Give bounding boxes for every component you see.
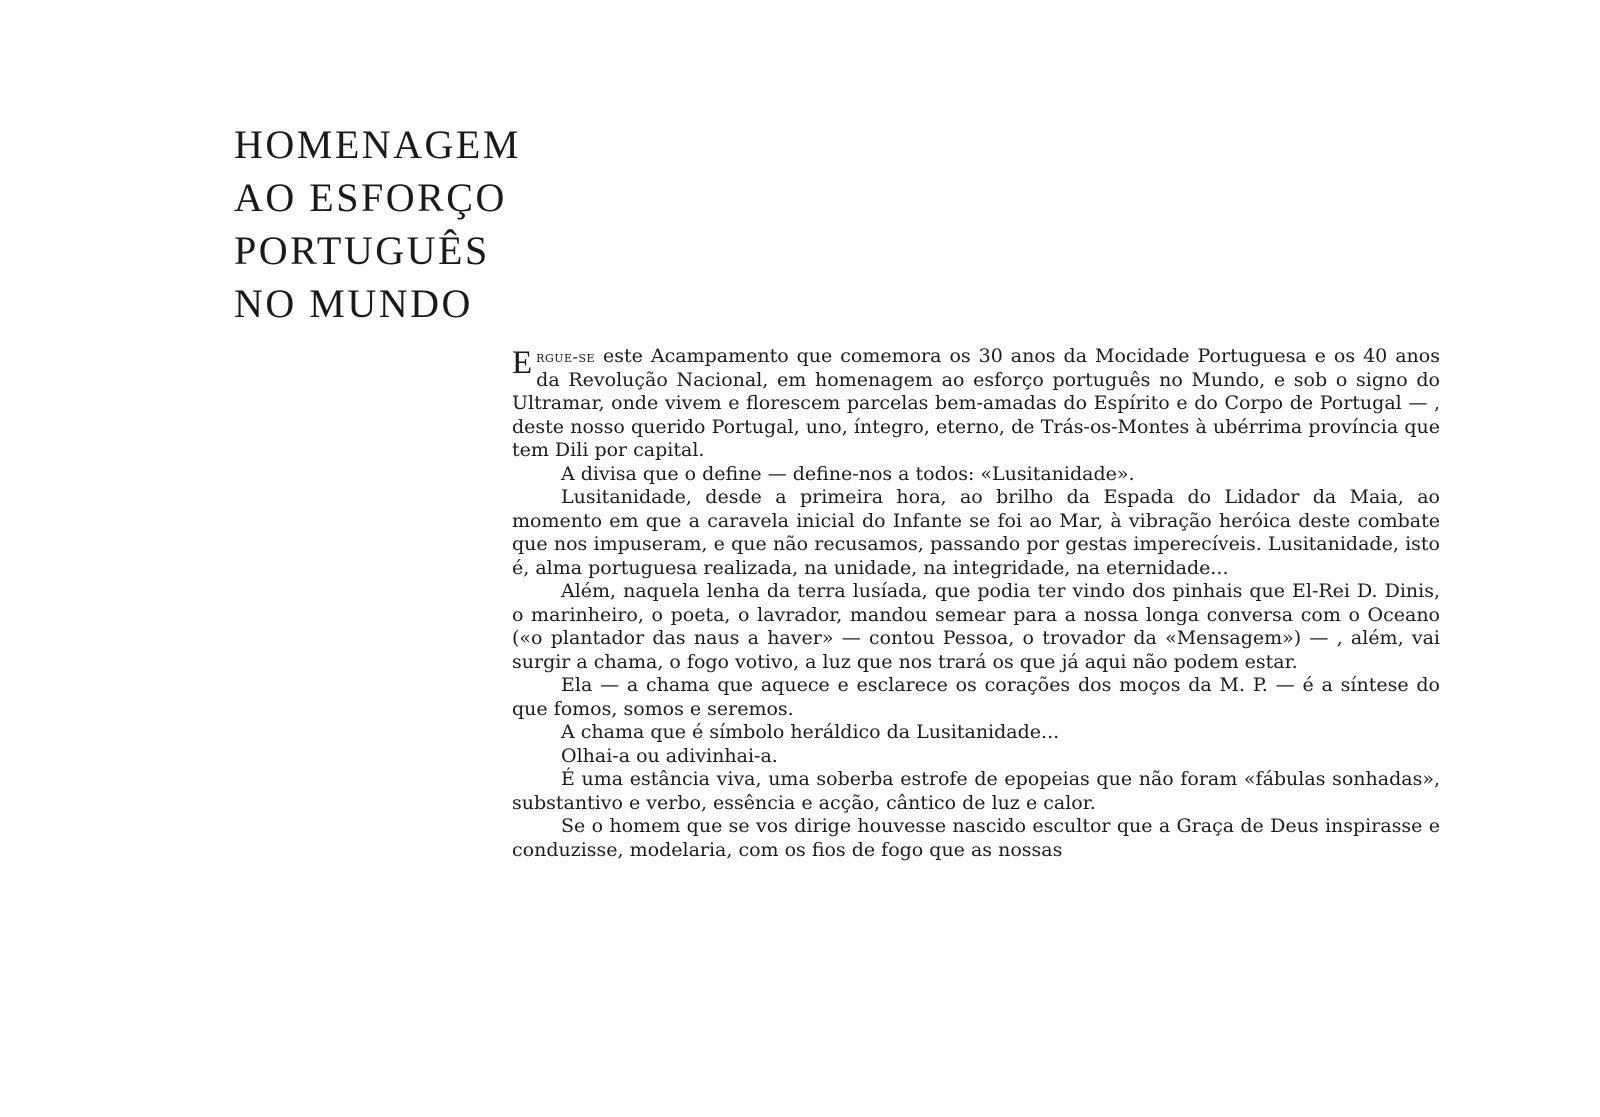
paragraph-1-text: este Acampamento que comemora os 30 anos da Mocidade Portuguesa e os 40 anos da Revolução Nacional, em homenagem ao esforço português no Mundo, e sob o signo do Ultramar, onde vivem e florescem parcelas bem-amadas do Espírito e do Corpo de Portugal — , deste nosso querido Portugal, uno, íntegro, eterno, de Trás-os-Montes à ubérrima província que tem Dili por capital. xyxy=(512,345,1440,461)
title-line-4: NO MUNDO xyxy=(234,281,473,326)
paragraph-3: Lusitanidade, desde a primeira hora, ao brilho da Espada do Lidador da Maia, ao momento em que a caravela inicial do Infante se foi ao Mar, à vibração heróica deste combate que nos impuseram, e que não recusamos, passando por gestas imperecíveis. Lusitanidade, isto é, alma portuguesa realizada, na unidade, na integridade, na eternidade... xyxy=(512,486,1440,579)
drop-cap: E xyxy=(512,345,533,381)
paragraph-6: A chama que é símbolo heráldico da Lusitanidade... xyxy=(561,721,1060,743)
page-title xyxy=(234,118,521,330)
title-line-1: HOMENAGEM xyxy=(234,122,521,167)
paragraph-5: Ela — a chama que aquece e esclarece os corações dos moços da M. P. — é a síntese do que fomos, somos e seremos. xyxy=(512,674,1440,720)
paragraph-4: Além, naquela lenha da terra lusíada, que podia ter vindo dos pinhais que El-Rei D. Dinis, o marinheiro, o poeta, o lavrador, mandou semear para a nossa longa conversa com o Oceano («o plantador das naus a haver» — contou Pessoa, o trovador da «Mensagem») — , além, vai surgir a chama, o fogo votivo, a luz que nos trará os que já aqui não podem estar. xyxy=(512,580,1440,673)
paragraph-1 xyxy=(512,345,1440,463)
title-line-3: PORTUGUÊS xyxy=(234,228,490,273)
title-line-2: AO ESFORÇO xyxy=(234,175,507,220)
paragraph-7: Olhai-a ou adivinhai-a. xyxy=(561,744,778,767)
lead-in-smallcaps: rgue-se xyxy=(536,347,596,366)
article-body xyxy=(512,345,1440,862)
paragraph-9: Se o homem que se vos dirige houvesse nascido escultor que a Graça de Deus inspirasse e conduzisse, modelaria, com os fios de fogo que as nossas xyxy=(512,815,1440,861)
paragraph-8: É uma estância viva, uma soberba estrofe de epopeias que não foram «fábulas sonhadas», substantivo e verbo, essência e acção, cântico de luz e calor. xyxy=(512,768,1440,814)
paragraph-2: A divisa que o define — define-nos a todos: «Lusitanidade». xyxy=(561,462,1135,485)
